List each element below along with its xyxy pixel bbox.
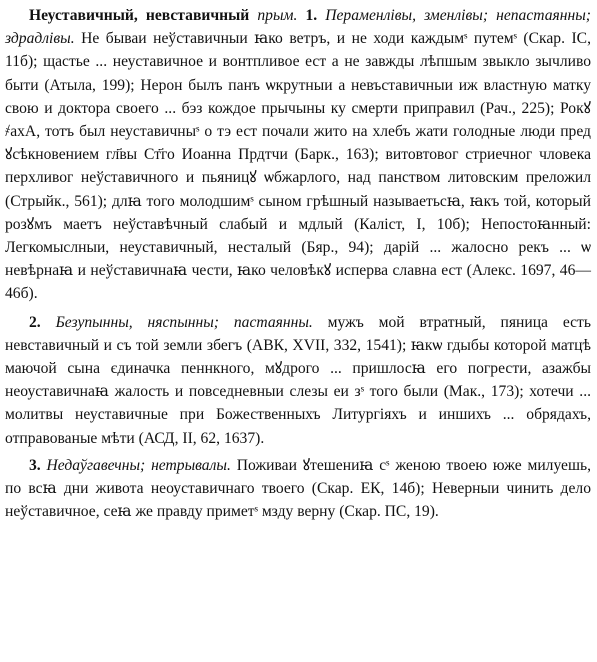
sense-3-paragraph (5, 454, 591, 524)
sense-1-number: 1. (305, 7, 318, 24)
sense-3-number: 3. (29, 456, 41, 474)
headword: Неуставичный, невставичный (29, 7, 250, 24)
sense-3-gloss: Недаўгавечны; нетрывалы. (46, 456, 231, 474)
sense-1-paragraph (5, 4, 591, 306)
sense-2-gloss: Безупынны, няспынны; пастаянны. (55, 313, 313, 331)
sense-2-citations: мужъ мой втратный, пяница есть невставичный и съ той земли збегъ (АВК, XVII, 332, 1541); ꙗкѡ гдыбы которой матцѣ маючой сына єдиначка пеннкного, мꙋдрого ... пришлосꙗ его погрести, азажбы неоуставичнаꙗ жалость и повседневныи слезы еи зˢ того были (Мак., 173); хотечи ... молитвы неуставичные при Божественныхъ Литургіяхъ и иншихъ ... обрядахъ, отправованые мѣти (АСД, II, 62, 1637). (5, 313, 591, 447)
sense-2-paragraph (5, 311, 591, 450)
sense-1-citations: Не бываи неўставичныи ꙗко ветръ, и не ходи каждымˢ путемˢ (Скар. ІС, 11б); щастье ... неуставичное и вонтпливое ест а не завжды лѣпшым звыкло зычливо быти (Атыла, 199); Нерон былъ панъ ѡкрутныи а невъставичныи иж властную матку свою и доктора своего ... бэз кождое прычыны ку смерти приправил (Рач., 225); Рокꙋ ҂ахА, тотъ был неуставичныˢ о тэ ест почали жито на хлебъ жати голодные люди пред ꙋсѣкновением гл҃вы Ст҃го Иоанна Прдтчи (Барк., 163); витовтовог стриечног чловека перхливог неўставичного и пьяницꙋ ѡбжарлого, над панством литовским преложил (Стрыйк., 561); длꙗ того молодшимˢ сыном грѣшный называетьсꙗ, ꙗкъ той, который розꙋмъ маетъ неўставѣчный слабый и мдлый (Каліст, І, 10б); Непостоꙗнный: Легкомыслныи, неуставичный, несталый (Бяр., 94); дарій ... жалосно рекъ ... ѡ невѣрнаꙗ и неўставичнаꙗ чести, ꙗко человѣкꙋ исперва славна ест (Алекс. 1697, 46—46б). (5, 30, 591, 303)
sense-2-number: 2. (29, 313, 41, 331)
part-of-speech: прым. (257, 7, 298, 24)
sense-1-gloss: Пераменлівы, зменлівы; непастаянны; здрадлівы. (5, 7, 591, 48)
sense-3-citations: Поживаи ꙋтешениꙗ сˢ женою твоею юже милуешь, по всꙗ дни живота неоуставичнаго твоего (Скар. ЕК, 14б); Неверныи чинить дело неўставичное, сеꙗ же правду приметˢ мзду верну (Скар. ПС, 19). (5, 456, 591, 521)
